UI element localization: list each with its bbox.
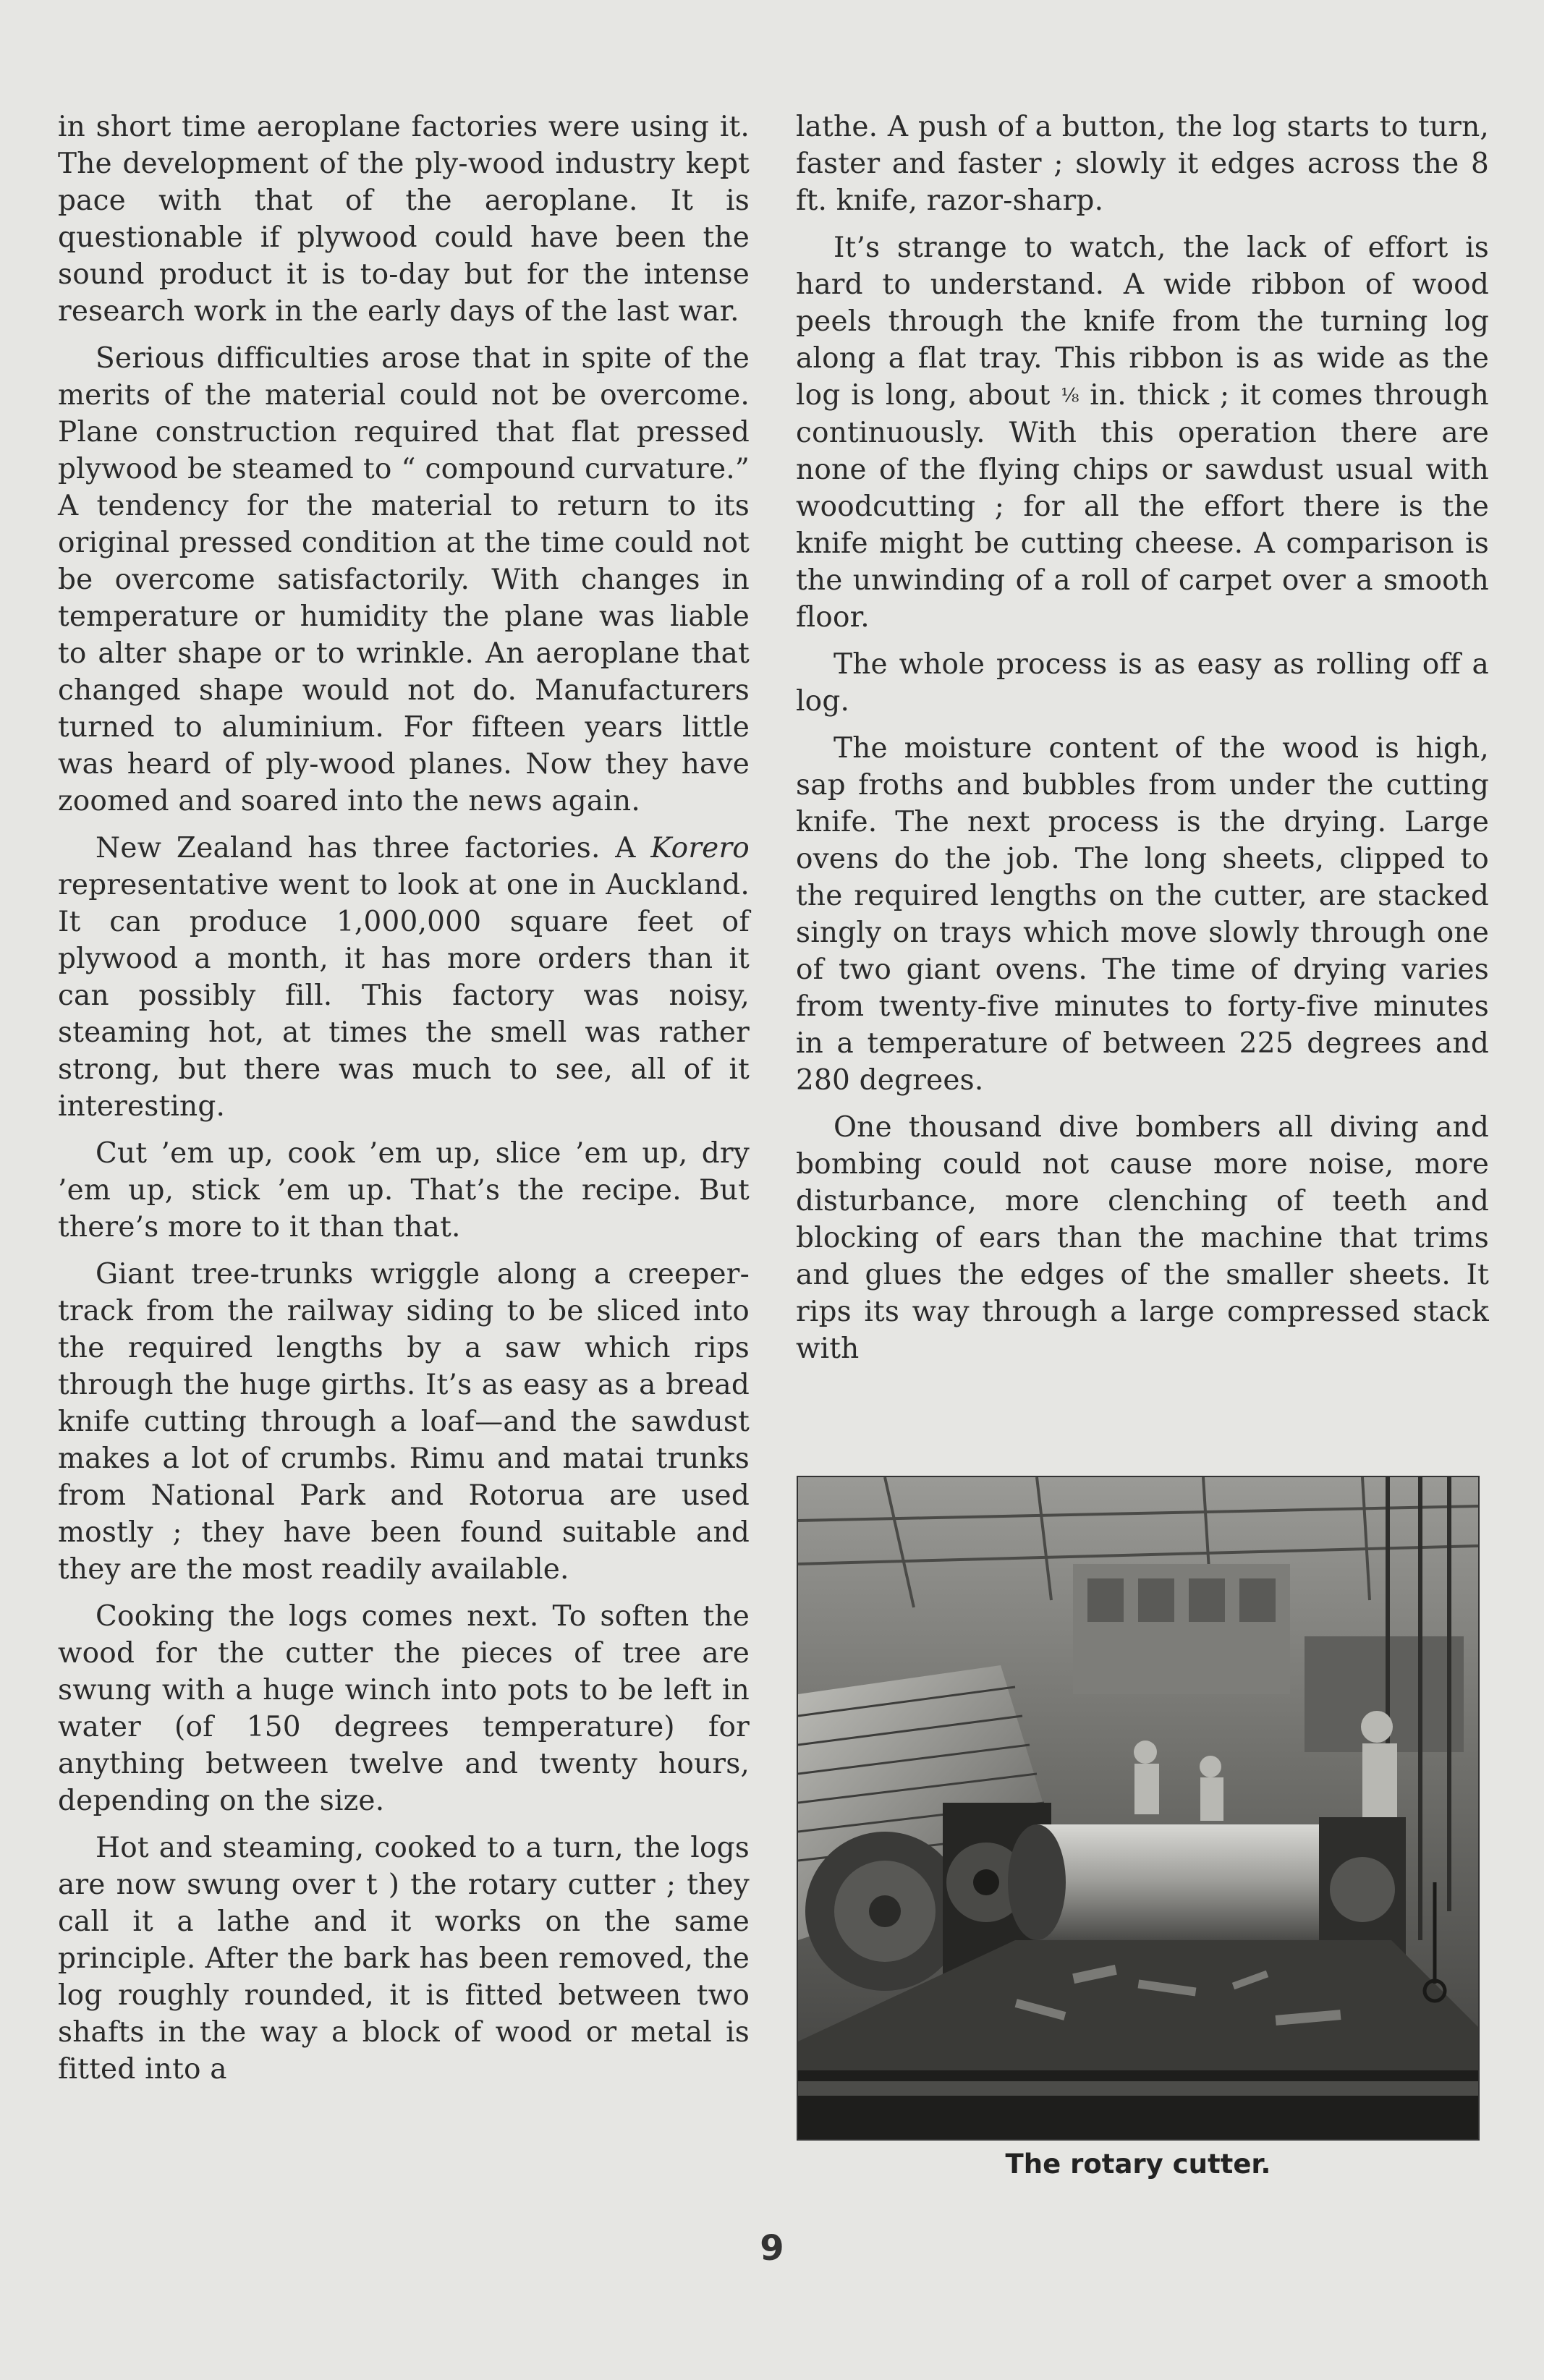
- left-paragraph-3-rest: representative went to look at one in Auckland. It can produce 1,000,000 square feet of plywood a month, it has more orders than it can possibly fill. This factory was noisy, steaming hot, at times the smell was rather strong, but there was much to see, all of it interesting.: [58, 869, 750, 1123]
- right-column: [796, 109, 1489, 1377]
- korero-title: Korero: [650, 832, 750, 864]
- left-column: [58, 109, 750, 2098]
- right-paragraph-1: lathe. A push of a button, the log starts to turn, faster and faster ; slowly it edges across the 8 ft. knife, razor-sharp.: [796, 111, 1489, 217]
- fraction-eighth: ⅛: [1061, 385, 1079, 407]
- left-paragraph-6: Cooking the logs comes next. To soften the wood for the cutter the pieces of tree are swung with a huge winch into pots to be left in water (of 150 degrees temperature) for anything between twelve and twenty hours, depending on the size.: [58, 1600, 750, 1817]
- left-paragraph-1: in short time aeroplane factories were using it. The development of the ply-wood industry kept pace with that of the aeroplane. It is questionable if plywood could have been the sound product it is to-day but for the intense research work in the early days of the last war.: [58, 111, 750, 328]
- left-paragraph-7: Hot and steaming, cooked to a turn, the logs are now swung over t ) the rotary cutter ; they call it a lathe and it works on the same principle. After the bark has been removed, the log roughly rounded, it is fitted between two shafts in the way a block of wood or metal is fitted into a: [58, 1832, 750, 2086]
- left-paragraph-5: Giant tree-trunks wriggle along a creeper-track from the railway siding to be sliced into the required lengths by a saw which rips through the huge girths. It’s as easy as a bread knife cutting through a loaf—and the sawdust makes a lot of crumbs. Rimu and matai trunks from National Park and Rotorua are used mostly ; they have been found suitable and they are the most readily available.: [58, 1258, 750, 1586]
- right-paragraph-5: One thousand dive bombers all diving and bombing could not cause more noise, more disturbance, more clenching of teeth and blocking of ears than the machine that trims and glues the edges of the smaller sheets. It rips its way through a large compressed stack with: [796, 1111, 1489, 1365]
- right-paragraph-2: [796, 229, 1489, 636]
- right-paragraph-4: The moisture content of the wood is high, sap froths and bubbles from under the cutting knife. The next process is the drying. Large ovens do the job. The long sheets, clipped to the required lengths on the cutter, are stacked singly on trays which move slowly through one of two giant ovens. The time of drying varies from twenty-five minutes to forty-five minutes in a temperature of between 225 degrees and 280 degrees.: [796, 732, 1489, 1097]
- rotary-cutter-photo: [797, 1476, 1480, 2141]
- photo-caption: The rotary cutter.: [1005, 2149, 1271, 2180]
- page-number: 9: [760, 2228, 784, 2269]
- factory-photo-illustration: [798, 1477, 1478, 2139]
- right-paragraph-2-start: It’s strange to watch, the lack of effort is hard to understand. A wide ribbon of wood peels through the knife from the turning log along a flat tray. This ribbon is as wide as the log is long, about: [796, 231, 1489, 412]
- left-paragraph-2: Serious difficulties arose that in spite of the merits of the material could not be overcome. Plane construction required that flat pressed plywood be steamed to “ compound curvature.” A tendency for the material to return to its original pressed condition at the time could not be overcome satisfactorily. With changes in temperature or humidity the plane was liable to alter shape or to wrinkle. An aeroplane that changed shape would not do. Manufacturers turned to aluminium. For fifteen years little was heard of ply-wood planes. Now they have zoomed and soared into the news again.: [58, 342, 750, 817]
- left-paragraph-3: [58, 830, 750, 1125]
- left-paragraph-4: Cut ’em up, cook ’em up, slice ’em up, dry ’em up, stick ’em up. That’s the recipe. But there’s more to it than that.: [58, 1137, 750, 1244]
- right-paragraph-3: The whole process is as easy as rolling off a log.: [796, 648, 1489, 718]
- left-paragraph-3-start: New Zealand has three factories. A: [96, 832, 651, 864]
- right-paragraph-2-rest: in. thick ; it comes through continuously. With this operation there are none of the flying chips or sawdust usual with woodcutting ; for all the effort there is the knife might be cutting cheese. A comparison is the unwinding of a roll of carpet over a smooth floor.: [796, 379, 1489, 634]
